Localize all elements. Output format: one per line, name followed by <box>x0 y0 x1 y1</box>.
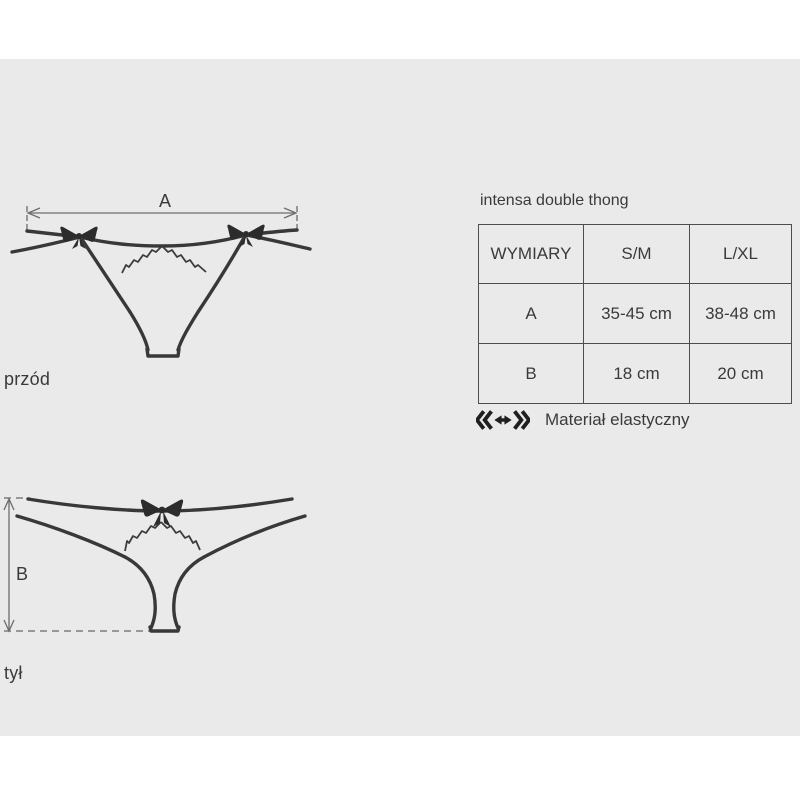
header-wymiary: WYMIARY <box>479 225 584 284</box>
back-view-label: tył <box>4 663 23 683</box>
row-b-lxl-value: 20 cm <box>690 344 792 404</box>
dimension-b-label: B <box>16 564 29 584</box>
table-row-b <box>479 344 792 404</box>
header-lxl: L/XL <box>690 225 792 284</box>
front-waistband <box>12 230 310 252</box>
row-a-sm-value: 35-45 cm <box>584 284 690 344</box>
back-lace-trim <box>125 522 200 551</box>
dimension-a <box>27 191 297 231</box>
front-panty-outline <box>81 236 245 356</box>
material-note <box>476 410 690 430</box>
row-b-dimension: B <box>479 344 584 404</box>
diagram-panel <box>0 59 800 736</box>
back-view-drawing <box>0 489 340 641</box>
row-a-dimension: A <box>479 284 584 344</box>
dimension-a-label: A <box>158 191 172 211</box>
front-view-label: przód <box>4 369 51 389</box>
header-sm: S/M <box>584 225 690 284</box>
product-title: intensa double thong <box>480 192 629 209</box>
back-panty-outline <box>125 557 204 631</box>
front-view-drawing <box>0 187 340 369</box>
size-table-header-row <box>479 225 792 284</box>
front-left-bow-icon <box>60 227 97 249</box>
row-a-lxl-value: 38-48 cm <box>690 284 792 344</box>
row-b-sm-value: 18 cm <box>584 344 690 404</box>
table-row-a <box>479 284 792 344</box>
front-right-bow-icon <box>227 225 264 247</box>
size-table <box>478 224 792 404</box>
material-note-label: Materiał elastyczny <box>545 410 690 429</box>
elastic-stretch-arrows-icon <box>476 410 530 430</box>
front-lace-trim <box>122 246 206 273</box>
